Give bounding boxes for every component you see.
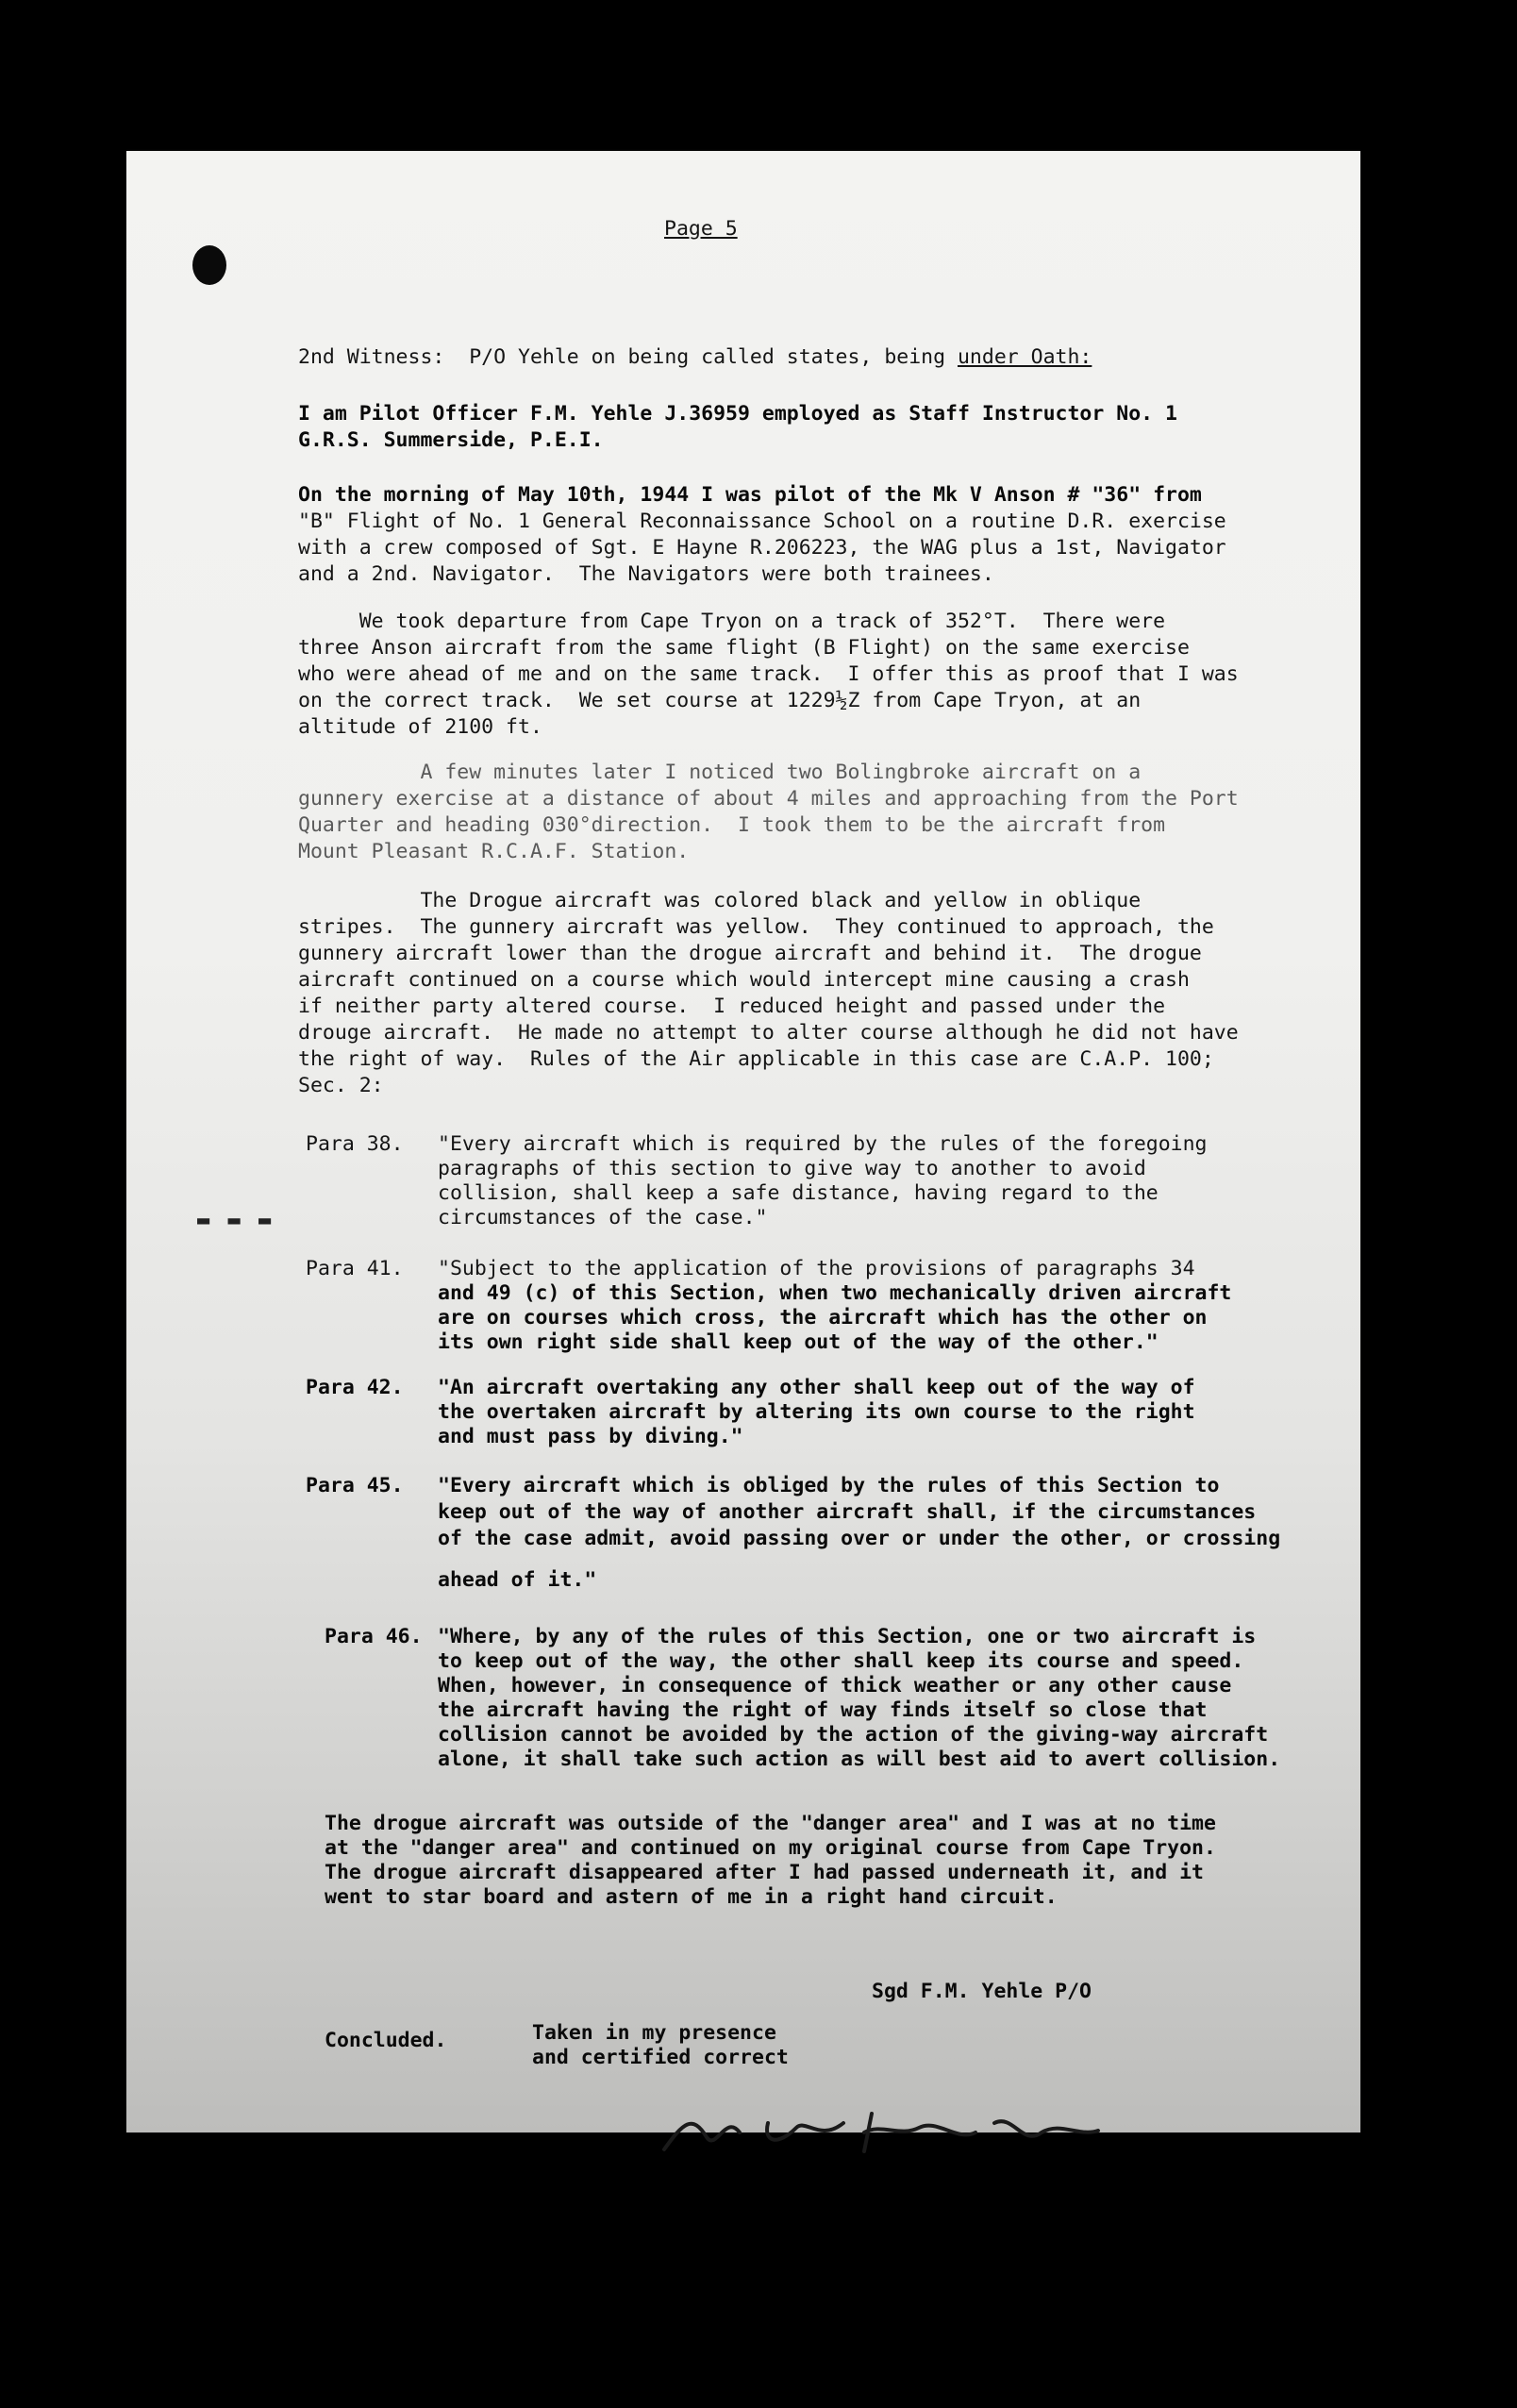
para-line: are on courses which cross, the aircraft which has the other on xyxy=(438,1306,1208,1329)
para-label: Para 38. xyxy=(306,1132,404,1156)
certification-line: and certified correct xyxy=(532,2046,789,2069)
p1-line: On the morning of May 10th, 1944 I was pilot of the Mk V Anson # "36" from xyxy=(298,483,1202,507)
closing-line: went to star board and astern of me in a right hand circuit. xyxy=(325,1885,1058,1909)
p4-line: drouge aircraft. He made no attempt to alter course although he did not have xyxy=(298,1021,1239,1045)
p1-line: with a crew composed of Sgt. E Hayne R.206223, the WAG plus a 1st, Navigator xyxy=(298,536,1226,560)
p4-line: if neither party altered course. I reduced height and passed under the xyxy=(298,995,1166,1018)
p4-line: gunnery aircraft lower than the drogue aircraft and behind it. The drogue xyxy=(298,942,1202,965)
para-line: keep out of the way of another aircraft shall, if the circumstances xyxy=(438,1500,1257,1524)
intro-line: I am Pilot Officer F.M. Yehle J.36959 employed as Staff Instructor No. 1 xyxy=(298,402,1177,426)
punch-hole xyxy=(192,245,226,285)
p2-line: who were ahead of me and on the same track. I offer this as proof that I was xyxy=(298,662,1239,686)
handwritten-signature xyxy=(655,2095,1145,2161)
margin-mark: ▬ ▬ ▬ xyxy=(197,1209,275,1232)
para-line: "Every aircraft which is required by the rules of the foregoing xyxy=(438,1132,1208,1156)
p3-line: Mount Pleasant R.C.A.F. Station. xyxy=(298,840,690,863)
p3-line: Quarter and heading 030°direction. I took them to be the aircraft from xyxy=(298,813,1166,837)
p4-line: the right of way. Rules of the Air applicable in this case are C.A.P. 100; xyxy=(298,1047,1214,1071)
witness-intro-text: 2nd Witness: P/O Yehle on being called states, being xyxy=(298,345,958,369)
para-line: paragraphs of this section to give way to another to avoid xyxy=(438,1157,1146,1180)
para-line: "An aircraft overtaking any other shall keep out of the way of xyxy=(438,1376,1195,1399)
para-label: Para 42. xyxy=(306,1376,404,1399)
p3-line: gunnery exercise at a distance of about 4 miles and approaching from the Port xyxy=(298,787,1239,811)
p2-line: We took departure from Cape Tryon on a track of 352°T. There were xyxy=(298,610,1166,633)
p2-line: on the correct track. We set course at 1229½Z from Cape Tryon, at an xyxy=(298,689,1142,712)
para-line: ahead of it." xyxy=(438,1568,597,1592)
para-line: its own right side shall keep out of the way of the other." xyxy=(438,1330,1159,1354)
closing-line: The drogue aircraft was outside of the "danger area" and I was at no time xyxy=(325,1812,1216,1835)
p1-line: and a 2nd. Navigator. The Navigators were both trainees. xyxy=(298,562,994,586)
para-line: "Subject to the application of the provisions of paragraphs 34 xyxy=(438,1257,1195,1280)
under-oath-text: under Oath: xyxy=(957,345,1092,369)
para-line: the aircraft having the right of way finds itself so close that xyxy=(438,1698,1208,1722)
p2-line: altitude of 2100 ft. xyxy=(298,715,542,739)
para-line: to keep out of the way, the other shall keep its course and speed. xyxy=(438,1649,1244,1673)
p1-line: "B" Flight of No. 1 General Reconnaissance School on a routine D.R. exercise xyxy=(298,510,1226,533)
p4-line: aircraft continued on a course which would intercept mine causing a crash xyxy=(298,968,1190,992)
witness-intro xyxy=(298,343,1092,372)
closing-line: at the "danger area" and continued on my original course from Cape Tryon. xyxy=(325,1836,1216,1860)
p4-line: Sec. 2: xyxy=(298,1074,384,1097)
para-line: "Where, by any of the rules of this Section, one or two aircraft is xyxy=(438,1625,1257,1648)
para-line: and must pass by diving." xyxy=(438,1425,743,1448)
para-line: "Every aircraft which is obliged by the rules of this Section to xyxy=(438,1474,1220,1497)
p4-line: The Drogue aircraft was colored black and yellow in oblique xyxy=(298,889,1142,912)
intro-line: G.R.S. Summerside, P.E.I. xyxy=(298,428,604,452)
para-line: collision cannot be avoided by the action of the giving-way aircraft xyxy=(438,1723,1269,1747)
p3-line: A few minutes later I noticed two Bolingbroke aircraft on a xyxy=(298,761,1142,784)
para-label: Para 46. xyxy=(325,1625,423,1648)
para-line: collision, shall keep a safe distance, having regard to the xyxy=(438,1181,1159,1205)
para-label: Para 41. xyxy=(306,1257,404,1280)
para-line: of the case admit, avoid passing over or under the other, or crossing xyxy=(438,1527,1281,1550)
para-label: Para 45. xyxy=(306,1474,404,1497)
page-header: Page 5 xyxy=(664,217,738,241)
para-line: and 49 (c) of this Section, when two mechanically driven aircraft xyxy=(438,1281,1232,1305)
p4-line: stripes. The gunnery aircraft was yellow. They continued to approach, the xyxy=(298,915,1214,939)
para-line: the overtaken aircraft by altering its own course to the right xyxy=(438,1400,1195,1424)
para-line: alone, it shall take such action as will best aid to avert collision. xyxy=(438,1747,1281,1771)
closing-line: The drogue aircraft disappeared after I had passed underneath it, and it xyxy=(325,1861,1204,1884)
signature-line: Sgd F.M. Yehle P/O xyxy=(872,1980,1092,2003)
certification-line: Taken in my presence xyxy=(532,2021,776,2045)
p2-line: three Anson aircraft from the same flight (B Flight) on the same exercise xyxy=(298,636,1190,660)
para-line: circumstances of the case." xyxy=(438,1206,768,1229)
document-page xyxy=(126,151,1360,2132)
concluded-label: Concluded. xyxy=(325,2029,447,2052)
para-line: When, however, in consequence of thick weather or any other cause xyxy=(438,1674,1232,1697)
